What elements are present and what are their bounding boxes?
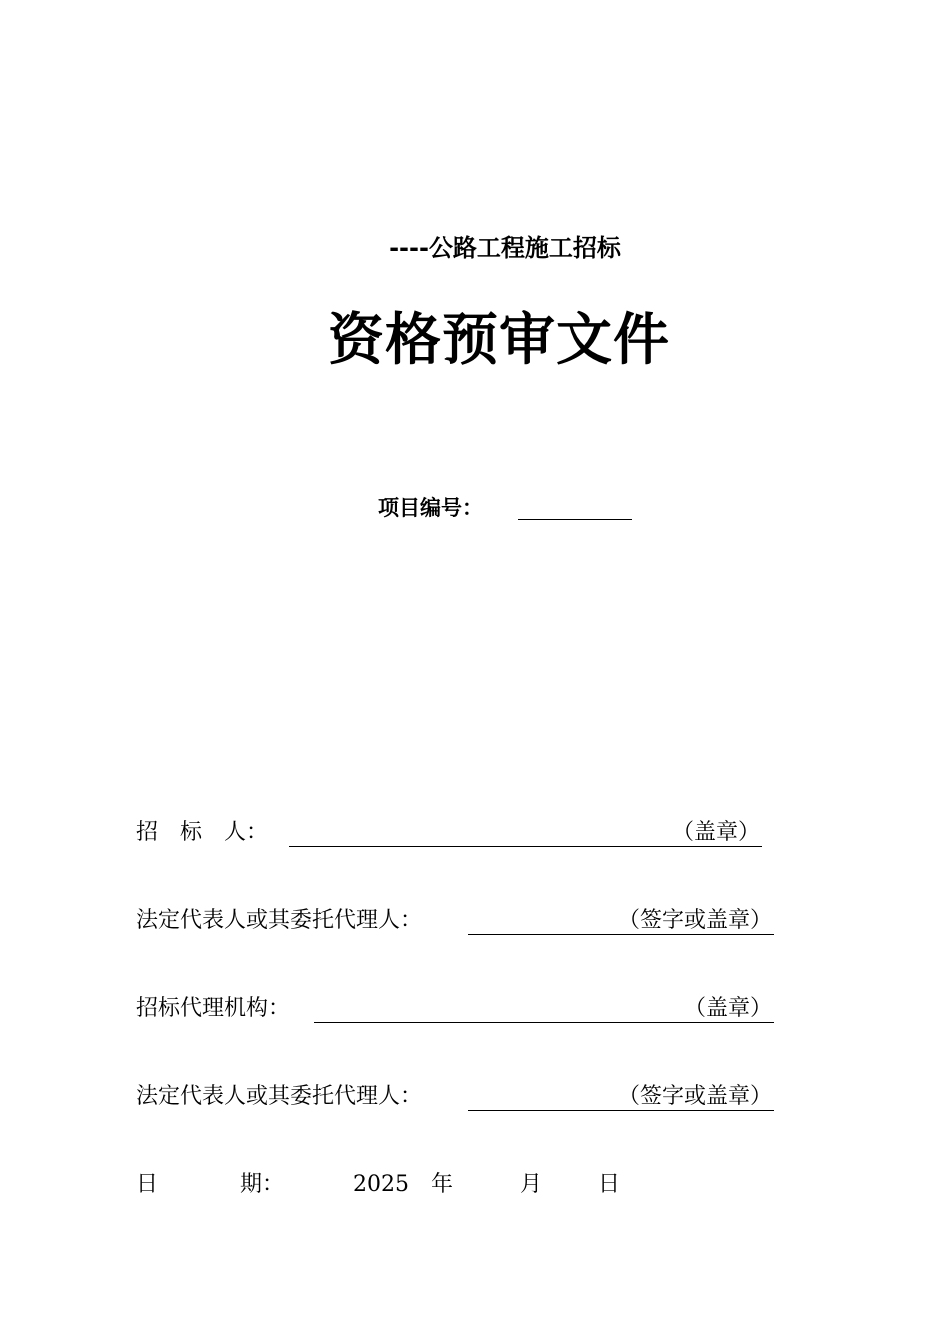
tenderer-seal-note: （盖章）: [671, 820, 760, 845]
project-number-label: 项目编号：: [378, 496, 483, 520]
date-day-unit: 日: [598, 1172, 621, 1197]
date-label-char-1: 日: [136, 1172, 159, 1197]
legal-rep-label-1: 法定代表人或其委托代理人：: [136, 908, 423, 933]
date-label-char-2: 期：: [240, 1172, 285, 1197]
agency-seal-note: （盖章）: [683, 996, 772, 1021]
document-subtitle: ----公路工程施工招标: [389, 234, 621, 262]
agency-signature-line: [314, 992, 774, 1023]
tenderer-label: 招 标 人：: [136, 820, 269, 845]
tenderer-signature-line: [289, 816, 762, 847]
date-year: 2025: [353, 1172, 409, 1197]
legal-rep-sign-note-1: （签字或盖章）: [617, 908, 772, 933]
project-number-field: [378, 492, 483, 524]
legal-rep-signature-line-2: [468, 1080, 774, 1111]
date-row: [136, 1168, 736, 1202]
agency-label: 招标代理机构：: [136, 996, 291, 1021]
date-year-unit: 年: [431, 1172, 454, 1197]
legal-rep-signature-line-1: [468, 904, 774, 935]
project-number-blank: [518, 492, 632, 520]
date-month-unit: 月: [520, 1172, 543, 1197]
document-title: 资格预审文件: [328, 308, 670, 373]
legal-rep-sign-note-2: （签字或盖章）: [617, 1084, 772, 1109]
legal-rep-label-2: 法定代表人或其委托代理人：: [136, 1084, 423, 1109]
